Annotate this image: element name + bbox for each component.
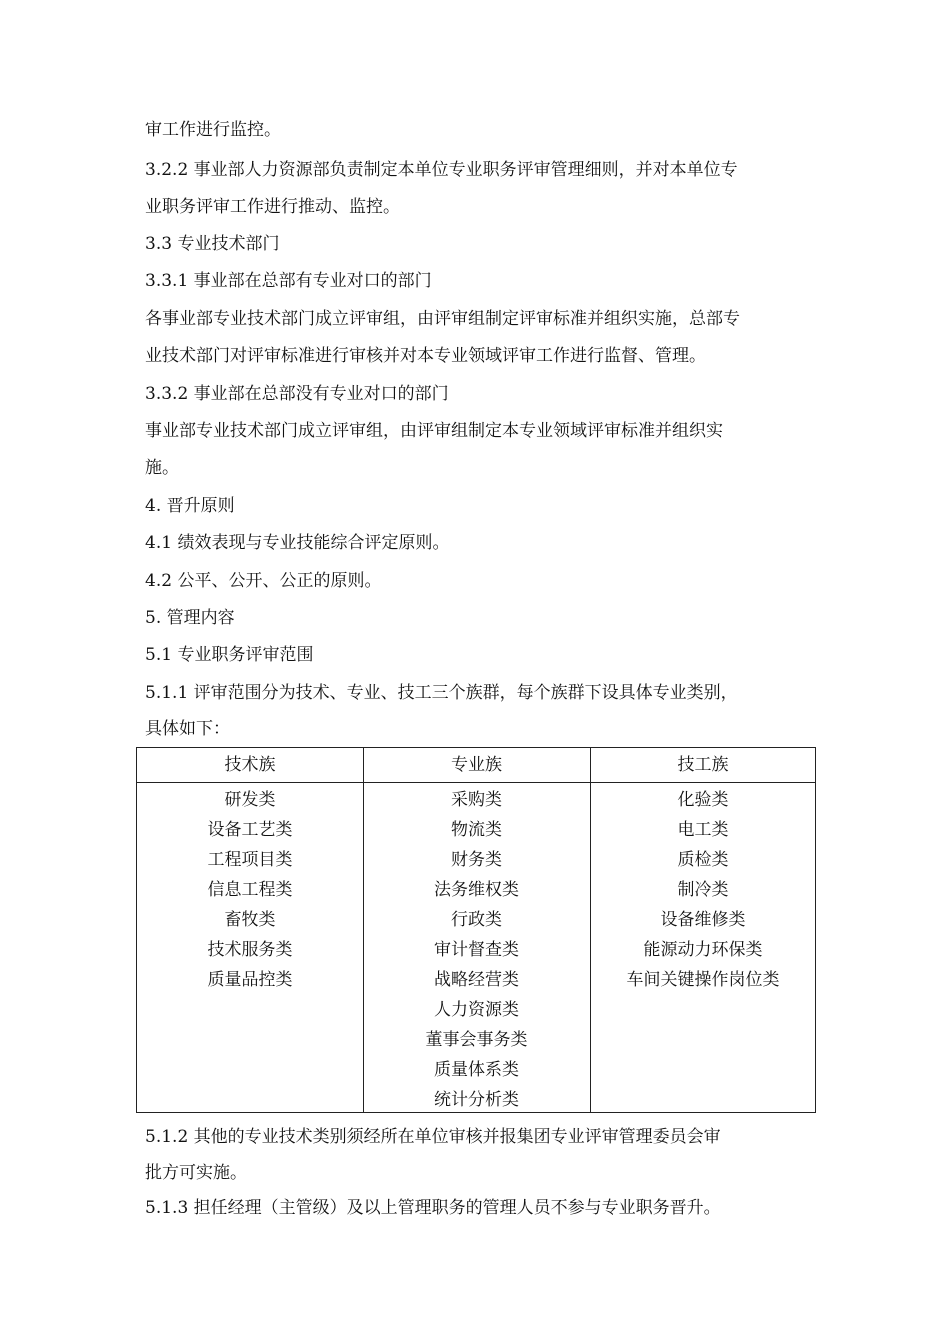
table-cell: 质量品控类 — [207, 970, 293, 990]
table-column-technical — [137, 785, 363, 995]
table-cell: 工程项目类 — [207, 850, 293, 870]
table-cell: 法务维权类 — [434, 880, 519, 900]
table-cell: 行政类 — [451, 910, 502, 930]
table-cell: 研发类 — [224, 790, 276, 810]
subsection-heading: 3.3.1 事业部在总部有专业对口的部门 — [145, 271, 432, 291]
paragraph-line: 4.2 公平、公开、公正的原则。 — [145, 571, 382, 591]
paragraph-line: 审工作进行监控。 — [145, 120, 281, 140]
paragraph-line: 具体如下： — [145, 719, 230, 739]
table-cell: 物流类 — [451, 820, 502, 840]
table-cell: 车间关键操作岗位类 — [626, 970, 780, 990]
table-header-cell: 技工族 — [677, 755, 729, 775]
subsection-heading: 3.3.2 事业部在总部没有专业对口的部门 — [145, 384, 449, 404]
table-header-row — [137, 748, 815, 783]
paragraph-line: 5.1.2 其他的专业技术类别须经所在单位审核并报集团专业评审管理委员会审 — [145, 1127, 721, 1147]
table-cell: 战略经营类 — [434, 970, 519, 990]
table-cell: 审计督查类 — [434, 940, 519, 960]
table-header-cell: 技术族 — [224, 755, 276, 775]
subsection-heading: 5.1 专业职务评审范围 — [145, 645, 314, 665]
table-cell: 畜牧类 — [224, 910, 276, 930]
paragraph-line: 5.1.1 评审范围分为技术、专业、技工三个族群，每个族群下设具体专业类别， — [145, 683, 738, 703]
table-cell: 质量体系类 — [434, 1060, 519, 1080]
table-cell: 人力资源类 — [434, 1000, 519, 1020]
table-cell: 设备工艺类 — [207, 820, 293, 840]
paragraph-line: 业职务评审工作进行推动、监控。 — [145, 197, 400, 217]
paragraph-line: 5.1.3 担任经理（主管级）及以上管理职务的管理人员不参与专业职务晋升。 — [145, 1198, 721, 1218]
table-cell: 质检类 — [677, 850, 729, 870]
paragraph-line: 事业部专业技术部门成立评审组，由评审组制定本专业领域评审标准并组织实 — [145, 421, 723, 441]
paragraph-line: 各事业部专业技术部门成立评审组，由评审组制定评审标准并组织实施，总部专 — [145, 309, 740, 329]
table-cell: 采购类 — [451, 790, 502, 810]
section-heading: 5. 管理内容 — [145, 608, 235, 628]
table-column-professional — [363, 785, 590, 1115]
paragraph-line: 业技术部门对评审标准进行审核并对本专业领域评审工作进行监督、管理。 — [145, 346, 706, 366]
table-header-cell: 专业族 — [451, 755, 502, 775]
table-column-skilled — [590, 785, 816, 995]
table-cell: 统计分析类 — [434, 1090, 519, 1110]
table-cell: 设备维修类 — [660, 910, 746, 930]
section-heading: 3.3 专业技术部门 — [145, 234, 280, 254]
paragraph-line: 批方可实施。 — [145, 1163, 247, 1183]
table-cell: 能源动力环保类 — [643, 940, 763, 960]
paragraph-line: 3.2.2 事业部人力资源部负责制定本单位专业职务评审管理细则，并对本单位专 — [145, 160, 738, 180]
table-cell: 信息工程类 — [207, 880, 293, 900]
job-family-table — [136, 747, 816, 1113]
table-cell: 电工类 — [677, 820, 729, 840]
table-cell: 董事会事务类 — [425, 1030, 528, 1050]
table-cell: 财务类 — [451, 850, 502, 870]
table-cell: 技术服务类 — [207, 940, 293, 960]
table-cell: 化验类 — [677, 790, 729, 810]
table-cell: 制冷类 — [677, 880, 729, 900]
paragraph-line: 4.1 绩效表现与专业技能综合评定原则。 — [145, 533, 450, 553]
section-heading: 4. 晋升原则 — [145, 496, 235, 516]
paragraph-line: 施。 — [145, 458, 179, 478]
